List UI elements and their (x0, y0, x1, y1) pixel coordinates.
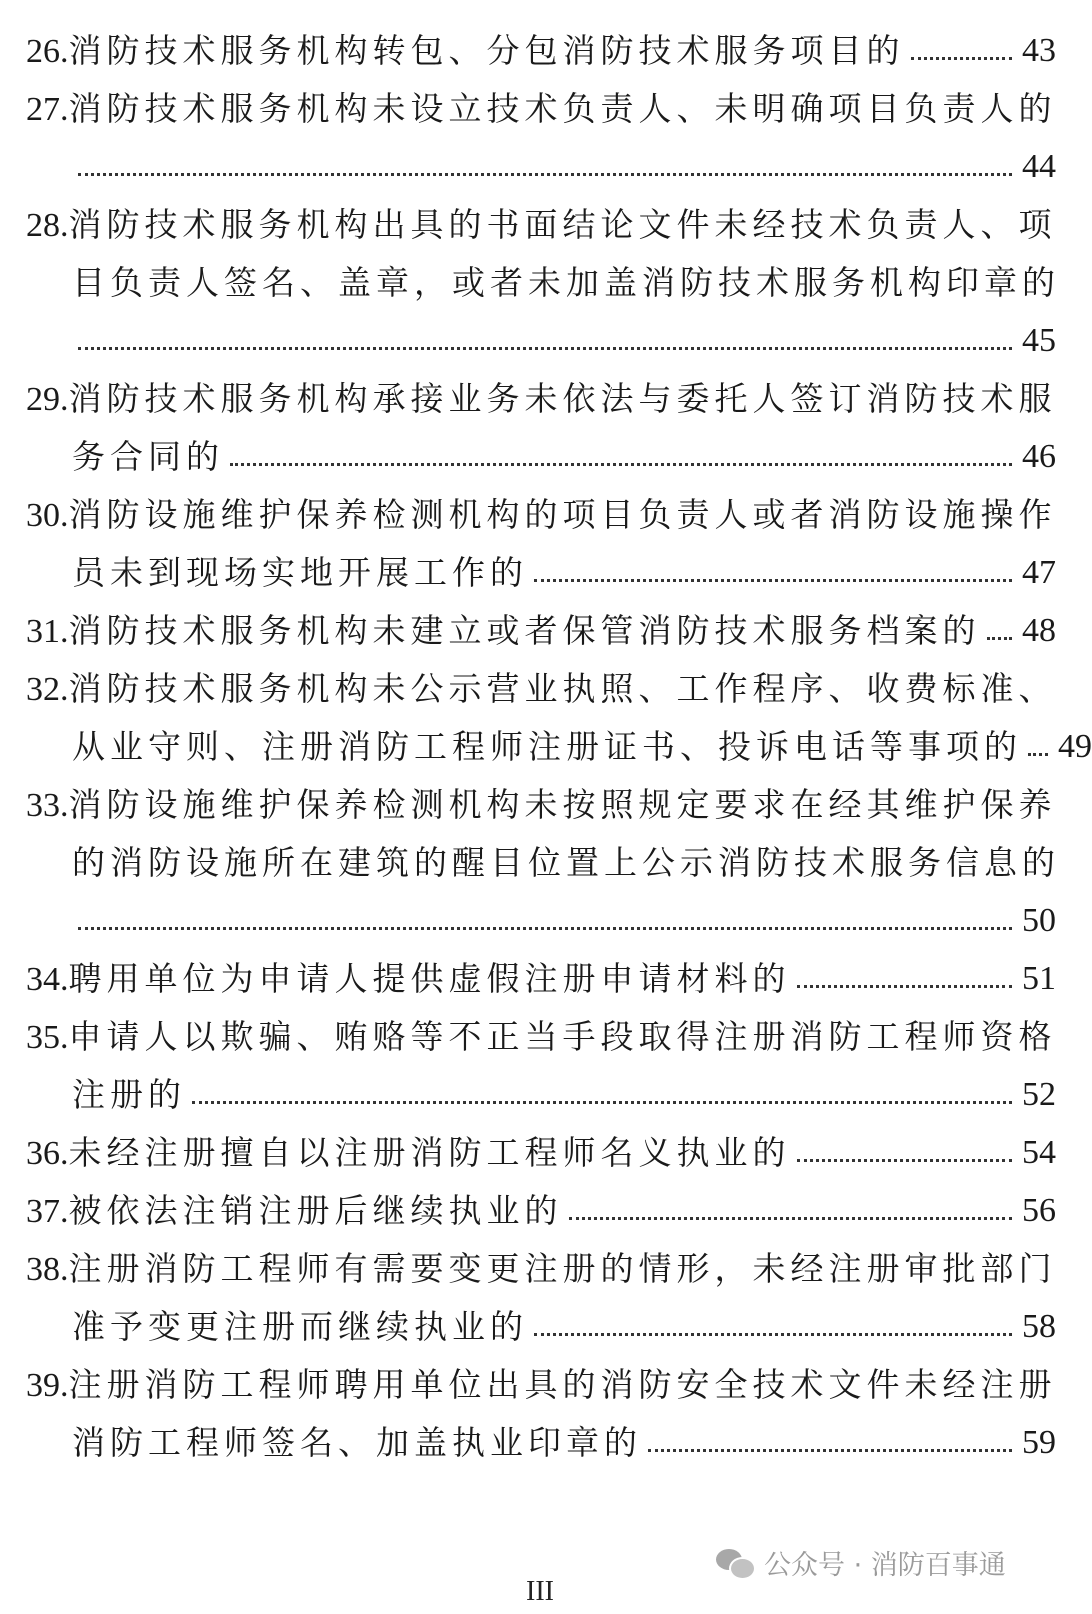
entry-text: 消防技术服务机构未公示营业执照、工作程序、收费标准、 (68, 668, 1057, 708)
entry-number: 36. (26, 1134, 69, 1172)
entry-number: 38. (26, 1250, 69, 1288)
entry-page: 50 (1022, 902, 1056, 939)
dot-leader (78, 925, 1012, 930)
toc-entry[interactable] (26, 1356, 1056, 1472)
toc-entry[interactable] (26, 1240, 1056, 1356)
toc-entry[interactable] (26, 1008, 1056, 1124)
toc-entry[interactable] (26, 776, 1060, 950)
toc-entry[interactable] (26, 660, 1092, 776)
dot-leader (987, 635, 1013, 640)
entry-page: 46 (1022, 438, 1056, 475)
entry-number: 28. (26, 206, 69, 244)
page-number: III (526, 1576, 554, 1607)
entry-number: 30. (26, 496, 69, 534)
entry-number: 34. (26, 960, 69, 998)
toc-entry[interactable] (26, 602, 1056, 660)
entry-number: 33. (26, 786, 69, 824)
entry-number: 32. (26, 670, 69, 708)
dot-leader (797, 1157, 1013, 1162)
dot-leader (192, 1099, 1012, 1104)
entry-number: 35. (26, 1018, 69, 1056)
entry-text: 员未到现场实地开展工作的 (72, 553, 528, 592)
entry-page: 45 (1022, 322, 1056, 359)
entry-text: 申请人以欺骗、贿赂等不正当手段取得注册消防工程师资格 (68, 1016, 1057, 1056)
entry-text: 被依法注销注册后继续执业的 (68, 1190, 563, 1230)
entry-text: 务合同的 (72, 437, 224, 476)
toc-entry[interactable] (26, 1182, 1056, 1240)
toc-entry[interactable] (26, 1124, 1056, 1182)
dot-leader (648, 1447, 1012, 1452)
toc-entry[interactable] (26, 196, 1060, 370)
toc-entry[interactable] (26, 22, 1056, 80)
entry-text: 消防工程师签名、加盖执业印章的 (72, 1423, 642, 1462)
entry-text: 消防设施维护保养检测机构未按照规定要求在经其维护保养 (68, 784, 1057, 824)
entry-number: 26. (26, 32, 69, 70)
entry-text: 聘用单位为申请人提供虚假注册申请材料的 (68, 958, 791, 998)
dot-leader (534, 1331, 1012, 1336)
entry-page: 44 (1022, 148, 1056, 185)
toc-entry[interactable] (26, 950, 1056, 1008)
dot-leader (569, 1215, 1013, 1220)
entry-page: 43 (1022, 32, 1056, 69)
entry-page: 52 (1022, 1076, 1056, 1113)
entry-text: 消防设施维护保养检测机构的项目负责人或者消防设施操作 (68, 494, 1057, 534)
table-of-contents (26, 22, 1092, 1472)
entry-text: 的消防设施所在建筑的醒目位置上公示消防技术服务信息的 (72, 843, 1060, 882)
entry-page: 49 (1058, 728, 1092, 765)
wechat-icon (716, 1547, 754, 1577)
entry-page: 51 (1022, 960, 1056, 997)
entry-text: 准予变更注册而继续执业的 (72, 1307, 528, 1346)
entry-text: 注册消防工程师聘用单位出具的消防安全技术文件未经注册 (68, 1364, 1057, 1404)
dot-leader (911, 55, 1013, 60)
toc-entry[interactable] (26, 486, 1056, 602)
entry-text: 消防技术服务机构转包、分包消防技术服务项目的 (68, 30, 905, 70)
entry-text: 未经注册擅自以注册消防工程师名义执业的 (68, 1132, 791, 1172)
entry-page: 56 (1022, 1192, 1056, 1229)
entry-text: 从业守则、注册消防工程师注册证书、投诉电话等事项的 (72, 727, 1022, 766)
entry-number: 31. (26, 612, 69, 650)
entry-text: 注册的 (72, 1075, 186, 1114)
dot-leader (230, 461, 1012, 466)
entry-number: 29. (26, 380, 69, 418)
dot-leader (1028, 751, 1048, 756)
dot-leader (78, 171, 1012, 176)
dot-leader (534, 577, 1012, 582)
entry-number: 39. (26, 1366, 69, 1404)
entry-page: 47 (1022, 554, 1056, 591)
entry-text: 消防技术服务机构未设立技术负责人、未明确项目负责人的 (68, 88, 1057, 128)
entry-page: 48 (1022, 612, 1056, 649)
entry-text: 注册消防工程师有需要变更注册的情形，未经注册审批部门 (68, 1248, 1057, 1288)
dot-leader (78, 345, 1012, 350)
entry-text: 消防技术服务机构未建立或者保管消防技术服务档案的 (68, 610, 981, 650)
watermark-text: 公众号 · 消防百事通 (764, 1549, 1006, 1581)
toc-entry[interactable] (26, 370, 1056, 486)
entry-page: 54 (1022, 1134, 1056, 1171)
entry-number: 37. (26, 1192, 69, 1230)
toc-entry[interactable] (26, 80, 1056, 196)
entry-text: 目负责人签名、盖章，或者未加盖消防技术服务机构印章的 (72, 263, 1060, 302)
entry-text: 消防技术服务机构承接业务未依法与委托人签订消防技术服 (68, 378, 1057, 418)
entry-text: 消防技术服务机构出具的书面结论文件未经技术负责人、项 (68, 204, 1057, 244)
entry-page: 58 (1022, 1308, 1056, 1345)
entry-number: 27. (26, 90, 69, 128)
dot-leader (797, 983, 1013, 988)
entry-page: 59 (1022, 1424, 1056, 1461)
